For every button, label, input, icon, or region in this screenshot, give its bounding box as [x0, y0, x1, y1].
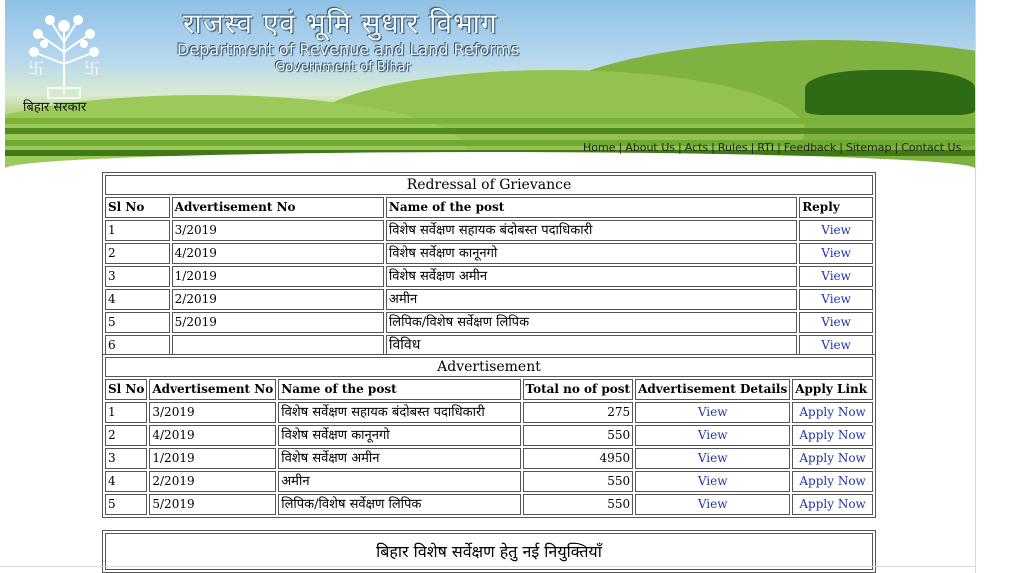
column-header-sl-no: Sl No [105, 379, 147, 400]
cell-sl: 3 [105, 448, 147, 469]
column-header-reply: Reply [799, 197, 873, 218]
nav-home[interactable]: Home [583, 141, 616, 154]
column-header-advertisement-no: Advertisement No [172, 197, 384, 218]
cell-post: विशेष सर्वेक्षण कानूनगो [386, 243, 797, 264]
details-view-link[interactable]: View [697, 497, 728, 511]
cell-post: अमीन [278, 471, 520, 492]
apply-now-link[interactable]: Apply Now [799, 405, 866, 419]
reply-view-link[interactable]: View [821, 223, 851, 237]
apply-now-link[interactable]: Apply Now [799, 451, 866, 465]
column-header-total-posts: Total no of post [523, 379, 634, 400]
reply-view-link[interactable]: View [821, 292, 851, 306]
cell-post: विशेष सर्वेक्षण सहायक बंदोबस्त पदाधिकारी [386, 220, 797, 241]
cell-adv: 4/2019 [172, 243, 384, 264]
top-navigation: Home | About Us | Acts | Rules | RTI | Feedback | Sitemap | Contact Us [583, 141, 962, 154]
cell-sl: 4 [105, 471, 147, 492]
column-header-advertisement-no: Advertisement No [149, 379, 276, 400]
column-header-apply-link: Apply Link [792, 379, 873, 400]
cell-adv: 3/2019 [149, 402, 276, 423]
apply-now-link[interactable]: Apply Now [799, 428, 866, 442]
cell-adv: 2/2019 [149, 471, 276, 492]
cell-post: अमीन [386, 289, 797, 310]
apply-now-link[interactable]: Apply Now [799, 497, 866, 511]
cell-adv: 1/2019 [149, 448, 276, 469]
details-view-link[interactable]: View [697, 451, 728, 465]
cell-sl: 4 [105, 289, 170, 310]
apply-now-link[interactable]: Apply Now [799, 474, 866, 488]
cell-sl: 5 [105, 494, 147, 515]
svg-text:卐: 卐 [28, 59, 45, 78]
table-row [105, 425, 873, 446]
advertisement-caption: Advertisement [105, 357, 873, 377]
table-row [105, 243, 873, 264]
advertisement-table [102, 354, 876, 518]
cell-sl: 2 [105, 243, 170, 264]
grievance-table [102, 172, 876, 359]
cell-adv: 4/2019 [149, 425, 276, 446]
cell-sl: 1 [105, 402, 147, 423]
cell-sl: 5 [105, 312, 170, 333]
nav-acts[interactable]: Acts [684, 141, 709, 154]
nav-rti[interactable]: RTI [757, 141, 775, 154]
cell-sl: 3 [105, 266, 170, 287]
reply-view-link[interactable]: View [821, 246, 851, 260]
nav-feedback[interactable]: Feedback [783, 141, 837, 154]
table-row [105, 335, 873, 356]
cell-sl: 6 [105, 335, 170, 356]
details-view-link[interactable]: View [697, 428, 728, 442]
column-header-sl-no: Sl No [105, 197, 170, 218]
cell-adv: 1/2019 [172, 266, 384, 287]
page-gutter [975, 0, 1024, 573]
cell-post: विशेष सर्वेक्षण अमीन [278, 448, 520, 469]
table-row [105, 448, 873, 469]
nav-contact-us[interactable]: Contact Us [901, 141, 962, 154]
cell-adv: 5/2019 [172, 312, 384, 333]
bottom-divider [0, 566, 975, 567]
cell-post: लिपिक/विशेष सर्वेक्षण लिपिक [278, 494, 520, 515]
cell-post: विविध [386, 335, 797, 356]
table-row [105, 402, 873, 423]
nav-sitemap[interactable]: Sitemap [845, 141, 892, 154]
column-header-post-name: Name of the post [278, 379, 520, 400]
details-view-link[interactable]: View [697, 474, 728, 488]
grievance-caption: Redressal of Grievance [105, 175, 873, 195]
table-row [105, 471, 873, 492]
cell-adv: 2/2019 [172, 289, 384, 310]
cell-post: विशेष सर्वेक्षण अमीन [386, 266, 797, 287]
details-view-link[interactable]: View [697, 405, 728, 419]
cell-total: 4950 [523, 448, 634, 469]
logo-caption: बिहार सरकार [23, 100, 87, 115]
site-header [5, 0, 975, 172]
nav-rules[interactable]: Rules [717, 141, 748, 154]
cell-post: विशेष सर्वेक्षण कानूनगो [278, 425, 520, 446]
table-row [105, 289, 873, 310]
site-title-english: Department of Revenue and Land Reforms [177, 40, 520, 59]
site-title-hindi: राजस्व एवं भूमि सुधार विभाग [183, 7, 498, 40]
table-row [105, 494, 873, 515]
cell-adv: 5/2019 [149, 494, 276, 515]
cell-total: 550 [523, 494, 634, 515]
table-row [105, 220, 873, 241]
column-header-post-name: Name of the post [386, 197, 797, 218]
site-subtitle: Government of Bihar [275, 60, 411, 75]
nav-about-us[interactable]: About Us [625, 141, 676, 154]
cell-total: 550 [523, 471, 634, 492]
reply-view-link[interactable]: View [821, 338, 851, 352]
cell-adv [172, 335, 384, 356]
column-header-advertisement-details: Advertisement Details [635, 379, 790, 400]
cell-post: विशेष सर्वेक्षण सहायक बंदोबस्त पदाधिकारी [278, 402, 520, 423]
cell-adv: 3/2019 [172, 220, 384, 241]
cell-sl: 1 [105, 220, 170, 241]
table-row [105, 266, 873, 287]
cell-total: 275 [523, 402, 634, 423]
table-row [105, 312, 873, 333]
svg-text:卐: 卐 [84, 59, 101, 78]
recruitment-caption: बिहार विशेष सर्वेक्षण हेतु नई नियुक्तियाँ [105, 533, 873, 570]
cell-post: लिपिक/विशेष सर्वेक्षण लिपिक [386, 312, 797, 333]
cell-total: 550 [523, 425, 634, 446]
cell-sl: 2 [105, 425, 147, 446]
reply-view-link[interactable]: View [821, 269, 851, 283]
reply-view-link[interactable]: View [821, 315, 851, 329]
